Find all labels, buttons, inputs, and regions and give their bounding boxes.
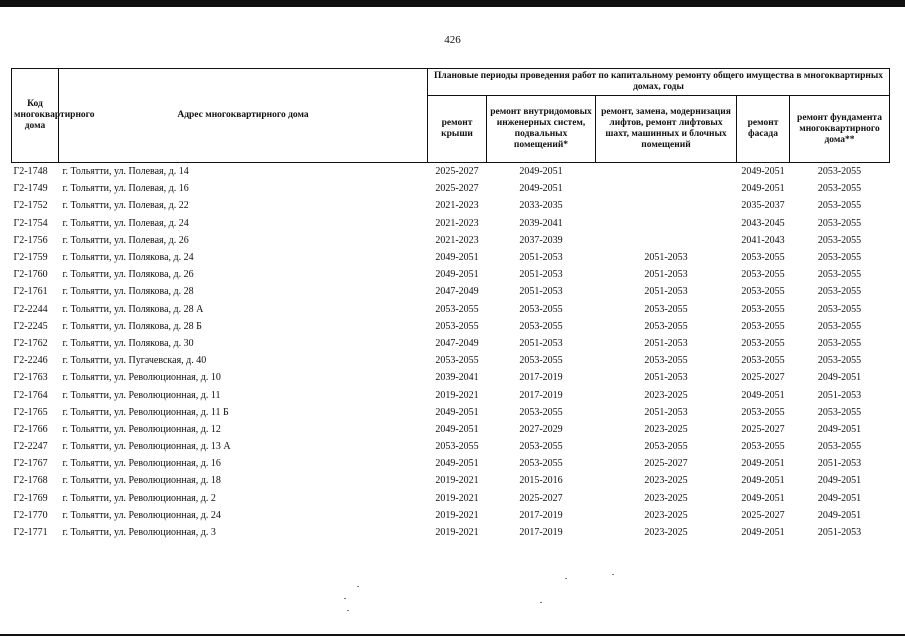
table-row <box>12 472 890 489</box>
cell-code: Г2-1769 <box>13 492 48 504</box>
table-row <box>12 215 890 232</box>
table-row <box>12 507 890 524</box>
cell-foundation: 2051-2053 <box>817 527 862 539</box>
cell-address: г. Тольятти, ул. Революционная, д. 12 <box>62 423 221 435</box>
cell-facade: 2049-2051 <box>741 458 785 470</box>
cell-foundation: 2053-2055 <box>817 252 862 264</box>
cell-code: Г2-1749 <box>13 183 48 195</box>
cell-systems: 2049-2051 <box>519 166 563 178</box>
cell-elevators: 2023-2025 <box>644 492 688 504</box>
table-row <box>12 386 890 403</box>
cell-roof: 2049-2051 <box>435 423 479 435</box>
cell-roof: 2021-2023 <box>435 200 479 212</box>
cell-foundation: 2053-2055 <box>817 217 862 229</box>
cell-address: г. Тольятти, ул. Революционная, д. 11 Б <box>62 406 229 418</box>
cell-systems: 2053-2055 <box>519 320 563 332</box>
cell-address: г. Тольятти, ул. Революционная, д. 16 <box>62 458 221 470</box>
cell-systems: 2049-2051 <box>519 183 563 195</box>
cell-roof: 2019-2021 <box>435 389 479 401</box>
cell-foundation: 2053-2055 <box>817 355 862 367</box>
cell-systems: 2017-2019 <box>519 389 563 401</box>
table-row <box>12 232 890 249</box>
cell-elevators: 2053-2055 <box>644 303 688 315</box>
cell-address: г. Тольятти, ул. Революционная, д. 2 <box>62 492 216 504</box>
cell-code: Г2-1763 <box>13 372 48 384</box>
cell-address: г. Тольятти, ул. Пугачевская, д. 40 <box>62 355 207 367</box>
cell-foundation: 2051-2053 <box>817 458 862 470</box>
cell-elevators <box>596 180 737 197</box>
header-elevators: ремонт, замена, модернизация лифтов, ремонт лифтовых шахт, машинных и блочных помещений <box>596 96 737 163</box>
header-foundation: ремонт фундамента многоквартирного дома** <box>790 96 890 163</box>
cell-systems: 2053-2055 <box>519 355 563 367</box>
cell-systems: 2017-2019 <box>519 509 563 521</box>
cell-facade: 2053-2055 <box>741 406 785 418</box>
cell-elevators: 2051-2053 <box>644 269 688 281</box>
cell-elevators <box>596 232 737 249</box>
cell-code: Г2-1756 <box>13 234 48 246</box>
cell-elevators: 2023-2025 <box>644 389 688 401</box>
cell-roof: 2021-2023 <box>435 217 479 229</box>
cell-code: Г2-2246 <box>13 355 48 367</box>
cell-foundation: 2053-2055 <box>817 441 862 453</box>
header-periods-group: Плановые периоды проведения работ по капитальному ремонту общего имущества в многоквартирных домах, годы <box>428 69 890 96</box>
table-row <box>12 352 890 369</box>
cell-code: Г2-1768 <box>13 475 48 487</box>
cell-roof: 2049-2051 <box>435 252 479 264</box>
cell-facade: 2041-2043 <box>741 234 785 246</box>
cell-roof: 2047-2049 <box>435 286 479 298</box>
cell-roof: 2019-2021 <box>435 527 479 539</box>
cell-foundation: 2053-2055 <box>817 234 862 246</box>
table-row <box>12 524 890 541</box>
cell-code: Г2-1760 <box>13 269 48 281</box>
cell-systems: 2053-2055 <box>519 458 563 470</box>
cell-elevators: 2023-2025 <box>644 527 688 539</box>
cell-elevators: 2051-2053 <box>644 337 688 349</box>
cell-address: г. Тольятти, ул. Полякова, д. 28 А <box>62 303 204 315</box>
cell-address: г. Тольятти, ул. Полевая, д. 22 <box>62 200 189 212</box>
cell-facade: 2049-2051 <box>741 475 785 487</box>
table-row <box>12 404 890 421</box>
cell-facade: 2025-2027 <box>741 509 785 521</box>
cell-facade: 2049-2051 <box>741 527 785 539</box>
header-roof: ремонт крыши <box>428 96 487 163</box>
cell-facade: 2043-2045 <box>741 217 785 229</box>
cell-facade: 2025-2027 <box>741 423 785 435</box>
cell-foundation: 2053-2055 <box>817 200 862 212</box>
cell-foundation: 2053-2055 <box>817 303 862 315</box>
cell-address: г. Тольятти, ул. Полевая, д. 24 <box>62 217 189 229</box>
cell-address: г. Тольятти, ул. Полевая, д. 26 <box>62 234 189 246</box>
cell-facade: 2053-2055 <box>741 320 785 332</box>
cell-address: г. Тольятти, ул. Полякова, д. 30 <box>62 337 194 349</box>
table-row <box>12 163 890 181</box>
cell-code: Г2-1770 <box>13 509 48 521</box>
table-row <box>12 301 890 318</box>
table-row <box>12 421 890 438</box>
cell-facade: 2053-2055 <box>741 286 785 298</box>
cell-address: г. Тольятти, ул. Революционная, д. 3 <box>62 527 216 539</box>
cell-elevators: 2025-2027 <box>644 458 688 470</box>
cell-foundation: 2051-2053 <box>817 389 862 401</box>
cell-address: г. Тольятти, ул. Революционная, д. 24 <box>62 509 221 521</box>
cell-facade: 2053-2055 <box>741 269 785 281</box>
cell-code: Г2-1762 <box>13 337 48 349</box>
cell-facade: 2049-2051 <box>741 389 785 401</box>
cell-facade: 2053-2055 <box>741 355 785 367</box>
cell-address: г. Тольятти, ул. Полевая, д. 14 <box>62 166 189 178</box>
cell-facade: 2053-2055 <box>741 252 785 264</box>
cell-roof: 2053-2055 <box>435 355 479 367</box>
cell-address: г. Тольятти, ул. Полевая, д. 16 <box>62 183 189 195</box>
cell-address: г. Тольятти, ул. Революционная, д. 10 <box>62 372 221 384</box>
cell-elevators: 2051-2053 <box>644 406 688 418</box>
cell-roof: 2053-2055 <box>435 441 479 453</box>
cell-systems: 2053-2055 <box>519 441 563 453</box>
cell-roof: 2019-2021 <box>435 509 479 521</box>
table-row <box>12 369 890 386</box>
cell-roof: 2047-2049 <box>435 337 479 349</box>
table-row <box>12 249 890 266</box>
cell-foundation: 2053-2055 <box>817 320 862 332</box>
cell-systems: 2051-2053 <box>519 269 563 281</box>
cell-address: г. Тольятти, ул. Полякова, д. 24 <box>62 252 194 264</box>
table-row <box>12 197 890 214</box>
cell-systems: 2027-2029 <box>519 423 563 435</box>
cell-systems: 2033-2035 <box>519 200 563 212</box>
cell-elevators: 2053-2055 <box>644 355 688 367</box>
cell-code: Г2-1764 <box>13 389 48 401</box>
cell-address: г. Тольятти, ул. Полякова, д. 26 <box>62 269 194 281</box>
table-row <box>12 438 890 455</box>
cell-code: Г2-2247 <box>13 441 48 453</box>
cell-systems: 2051-2053 <box>519 337 563 349</box>
cell-address: г. Тольятти, ул. Революционная, д. 11 <box>62 389 221 401</box>
cell-facade: 2025-2027 <box>741 372 785 384</box>
page-number: 426 <box>444 34 461 46</box>
cell-systems: 2017-2019 <box>519 372 563 384</box>
cell-elevators: 2023-2025 <box>644 509 688 521</box>
cell-roof: 2049-2051 <box>435 269 479 281</box>
cell-facade: 2049-2051 <box>741 166 785 178</box>
table-row <box>12 455 890 472</box>
cell-elevators: 2051-2053 <box>644 372 688 384</box>
cell-roof: 2053-2055 <box>435 320 479 332</box>
cell-roof: 2049-2051 <box>435 406 479 418</box>
cell-foundation: 2053-2055 <box>817 286 862 298</box>
table-row <box>12 490 890 507</box>
cell-foundation: 2053-2055 <box>817 406 862 418</box>
cell-elevators: 2053-2055 <box>644 320 688 332</box>
cell-foundation: 2053-2055 <box>817 183 862 195</box>
cell-elevators: 2023-2025 <box>644 423 688 435</box>
cell-elevators: 2053-2055 <box>644 441 688 453</box>
cell-foundation: 2049-2051 <box>817 423 862 435</box>
cell-foundation: 2049-2051 <box>817 372 862 384</box>
cell-code: Г2-2245 <box>13 320 48 332</box>
cell-systems: 2053-2055 <box>519 303 563 315</box>
cell-facade: 2053-2055 <box>741 303 785 315</box>
cell-roof: 2019-2021 <box>435 492 479 504</box>
cell-roof: 2025-2027 <box>435 183 479 195</box>
cell-foundation: 2053-2055 <box>817 269 862 281</box>
cell-systems: 2051-2053 <box>519 286 563 298</box>
cell-address: г. Тольятти, ул. Полякова, д. 28 Б <box>62 320 202 332</box>
cell-code: Г2-1771 <box>13 527 48 539</box>
cell-foundation: 2053-2055 <box>817 166 862 178</box>
table-row <box>12 266 890 283</box>
cell-code: Г2-1766 <box>13 423 48 435</box>
cell-elevators <box>596 163 737 181</box>
cell-roof: 2021-2023 <box>435 234 479 246</box>
header-address: Адрес многоквартирного дома <box>59 69 428 163</box>
cell-code: Г2-1754 <box>13 217 48 229</box>
cell-facade: 2053-2055 <box>741 441 785 453</box>
cell-roof: 2019-2021 <box>435 475 479 487</box>
cell-code: Г2-1765 <box>13 406 48 418</box>
cell-roof: 2053-2055 <box>435 303 479 315</box>
header-systems: ремонт внутридомовых инженерных систем, подвальных помещений* <box>487 96 596 163</box>
cell-facade: 2049-2051 <box>741 492 785 504</box>
cell-code: Г2-1752 <box>13 200 48 212</box>
bottom-rule <box>0 634 905 636</box>
cell-elevators: 2023-2025 <box>644 475 688 487</box>
table-row <box>12 335 890 352</box>
table-row <box>12 283 890 300</box>
cell-systems: 2017-2019 <box>519 527 563 539</box>
cell-address: г. Тольятти, ул. Революционная, д. 18 <box>62 475 221 487</box>
cell-systems: 2037-2039 <box>519 234 563 246</box>
cell-systems: 2053-2055 <box>519 406 563 418</box>
cell-code: Г2-2244 <box>13 303 48 315</box>
cell-foundation: 2049-2051 <box>817 492 862 504</box>
cell-code: Г2-1759 <box>13 252 48 264</box>
cell-foundation: 2053-2055 <box>817 337 862 349</box>
table-body <box>12 163 890 542</box>
cell-address: г. Тольятти, ул. Полякова, д. 28 <box>62 286 194 298</box>
header-code: Код многоквартирного дома <box>12 69 59 163</box>
top-rule <box>0 0 905 7</box>
cell-code: Г2-1748 <box>13 166 48 178</box>
cell-facade: 2035-2037 <box>741 200 785 212</box>
cell-roof: 2025-2027 <box>435 166 479 178</box>
cell-systems: 2039-2041 <box>519 217 563 229</box>
cell-code: Г2-1761 <box>13 286 48 298</box>
cell-elevators: 2051-2053 <box>644 252 688 264</box>
table-row <box>12 180 890 197</box>
table-row <box>12 318 890 335</box>
cell-roof: 2039-2041 <box>435 372 479 384</box>
cell-code: Г2-1767 <box>13 458 48 470</box>
cell-elevators <box>596 197 737 214</box>
cell-roof: 2049-2051 <box>435 458 479 470</box>
cell-systems: 2051-2053 <box>519 252 563 264</box>
header-facade: ремонт фасада <box>737 96 790 163</box>
repair-schedule-table <box>11 68 890 541</box>
cell-elevators: 2051-2053 <box>644 286 688 298</box>
cell-foundation: 2049-2051 <box>817 475 862 487</box>
cell-facade: 2053-2055 <box>741 337 785 349</box>
cell-systems: 2015-2016 <box>519 475 563 487</box>
cell-address: г. Тольятти, ул. Революционная, д. 13 А <box>62 441 231 453</box>
cell-elevators <box>596 215 737 232</box>
cell-foundation: 2049-2051 <box>817 509 862 521</box>
cell-facade: 2049-2051 <box>741 183 785 195</box>
cell-systems: 2025-2027 <box>519 492 563 504</box>
